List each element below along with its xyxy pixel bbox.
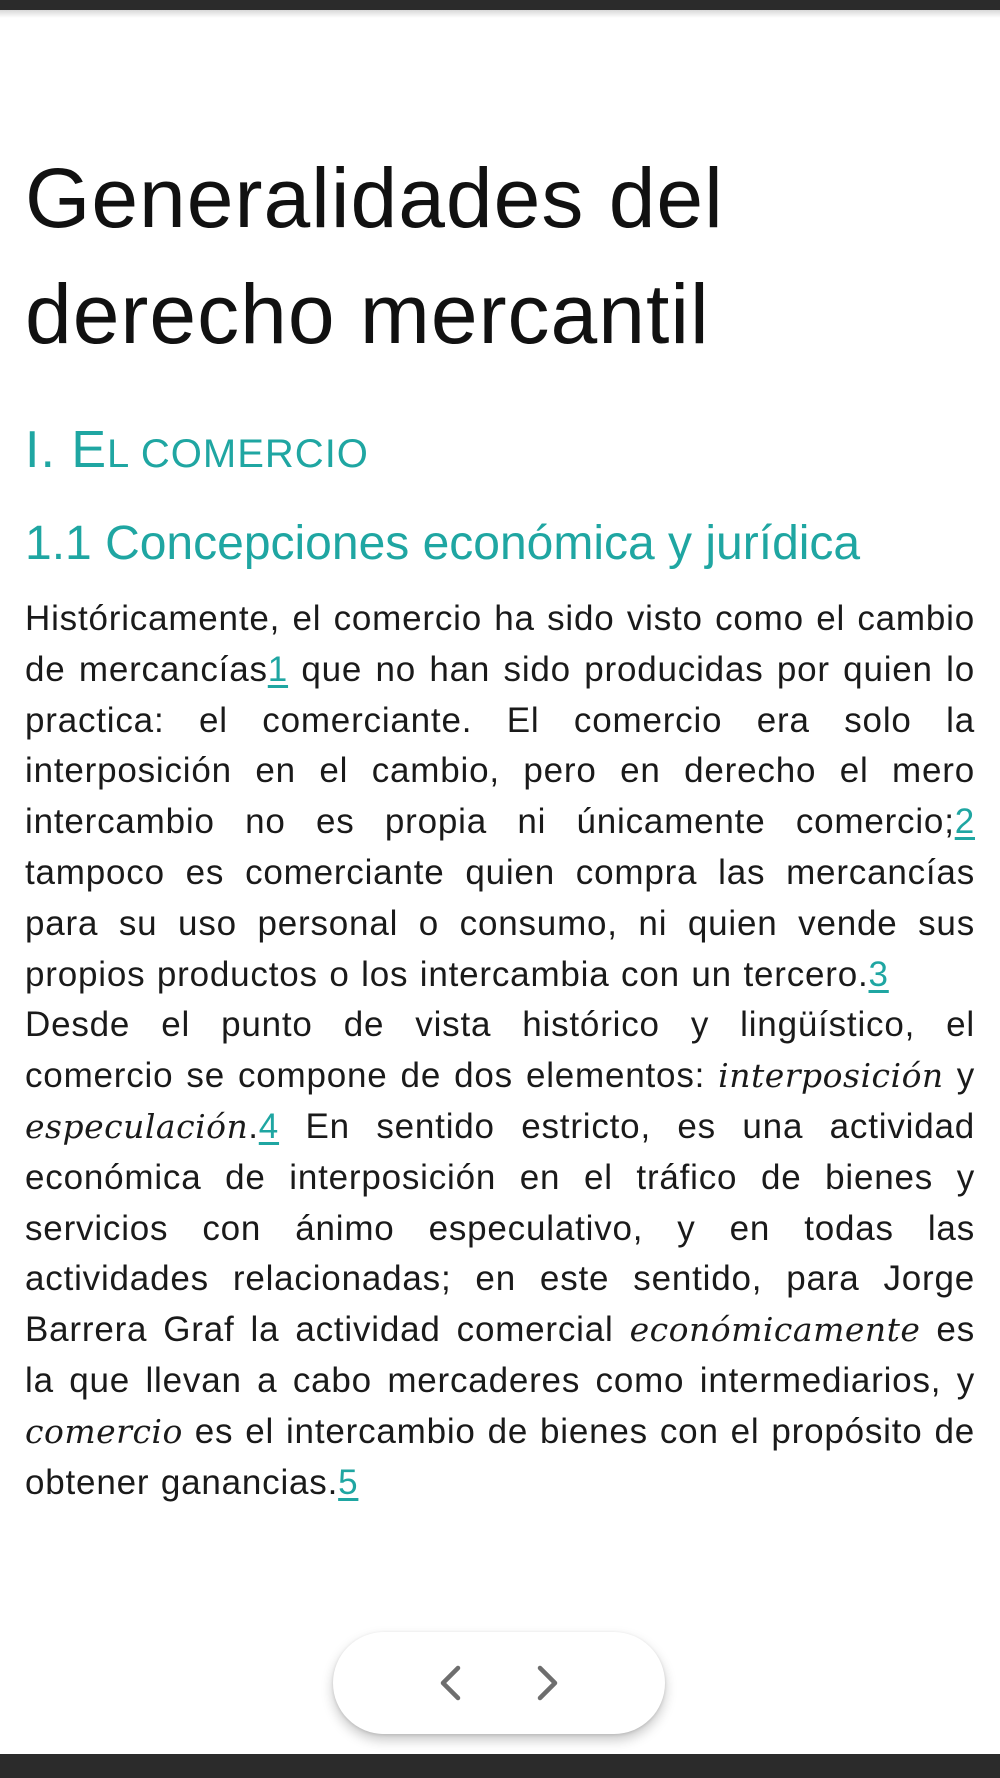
chevron-left-icon [427, 1658, 477, 1708]
text-run: que no han sido producidas por quien lo practica: el comerciante. El comercio era solo la interposición en el cambio, pero en derecho el mero intercambio no es propia ni únicamente comercio; [25, 649, 975, 842]
emphasis-term: interposición [718, 1056, 944, 1096]
text-run: Desde el punto de vista histórico y lingüístico, el comercio se compone de dos elementos: [25, 1005, 975, 1096]
text-run: es la que llevan a cabo mercaderes como intermediarios, y [25, 1310, 975, 1400]
paragraph-1 [25, 594, 975, 1000]
next-page-button[interactable] [521, 1658, 571, 1708]
section-heading: 1.1 Concepciones económica y jurídica [25, 517, 861, 570]
text-run: En sentido estricto, es una actividad económica de interposición en el tráfico de bienes y servicios con ánimo especulativo, y en todas las actividades relacionadas; en este sentido, para Jorge Barrera Graf la actividad comercial [25, 1106, 975, 1350]
chapter-title-rest: L COMERCIO [107, 432, 369, 476]
footnote-link-5[interactable]: 5 [338, 1462, 359, 1502]
text-run: . [248, 1106, 259, 1146]
page-navigation [333, 1632, 665, 1734]
footnote-link-1[interactable]: 1 [267, 649, 289, 689]
system-navigation-bar [0, 1754, 1000, 1778]
reader-content [25, 140, 975, 1508]
footnote-link-3[interactable]: 3 [868, 954, 889, 994]
paragraph-2 [25, 1000, 975, 1508]
page-title: Generalidades del derecho mercantil [25, 151, 724, 361]
chapter-title-initial: E [71, 421, 108, 479]
footnote-link-2[interactable]: 2 [954, 802, 975, 842]
emphasis-term: especulación [25, 1106, 249, 1146]
text-run: tampoco es comerciante quien compra las mercancías para su uso personal o consumo, ni quien vende sus propios productos o los intercambia con un tercero. [25, 852, 975, 994]
chapter-number: I. [25, 421, 56, 479]
footnote-link-4[interactable]: 4 [258, 1106, 280, 1146]
text-run: es el intercambio de bienes con el propósito de obtener ganancias. [25, 1411, 975, 1502]
status-bar [0, 0, 1000, 10]
previous-page-button[interactable] [427, 1658, 477, 1708]
emphasis-term: comercio [25, 1411, 183, 1451]
text-run: y [943, 1056, 975, 1096]
emphasis-term: económicamente [629, 1310, 921, 1350]
text-run: Históricamente, el comercio ha sido visto como el cambio de mercancías [25, 599, 975, 689]
status-bar-shadow [0, 10, 1000, 18]
chapter-heading [25, 418, 975, 486]
chevron-right-icon [521, 1658, 571, 1708]
